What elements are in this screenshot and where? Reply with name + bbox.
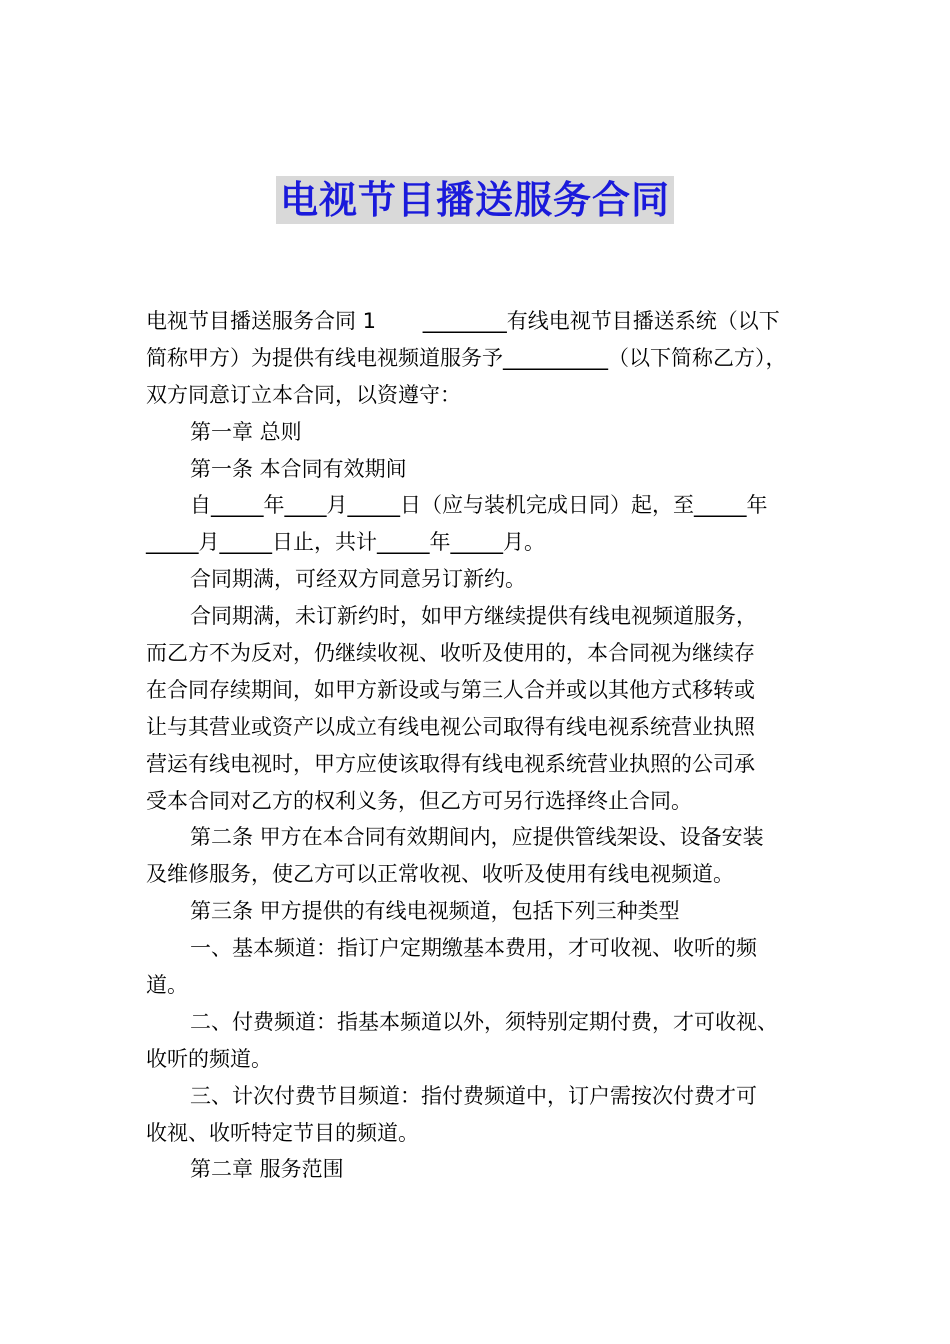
- text-line: 收听的频道。: [146, 1046, 272, 1071]
- text-line: 第一条 本合同有效期间: [190, 456, 407, 481]
- text-line: 第二章 服务范围: [190, 1157, 344, 1182]
- text-line: 合同期满，未订新约时，如甲方继续提供有线电视频道服务，: [190, 604, 757, 629]
- text-line: 及维修服务，使乙方可以正常收视、收听及使用有线电视频道。: [146, 862, 734, 887]
- document-title: 电视节目播送服务合同: [276, 176, 674, 224]
- text-line: 双方同意订立本合同，以资遵守：: [146, 382, 461, 407]
- text-line: 电视节目播送服务合同 1 ________有线电视节目播送系统（以下: [146, 309, 780, 333]
- text-line: 道。: [146, 973, 188, 998]
- title-container: [0, 176, 950, 224]
- text-line: 第二条 甲方在本合同有效期间内，应提供管线架设、设备安装: [190, 825, 764, 850]
- text-line: 营运有线电视时，甲方应使该取得有线电视系统营业执照的公司承: [146, 751, 755, 776]
- text-line: 二、付费频道：指基本频道以外，须特别定期付费，才可收视、: [190, 1009, 778, 1034]
- document-body: [146, 303, 808, 1188]
- text-line: 而乙方不为反对，仍继续收视、收听及使用的，本合同视为继续存: [146, 641, 755, 666]
- text-line: 受本合同对乙方的权利义务，但乙方可另行选择终止合同。: [146, 788, 692, 813]
- text-line: 三、计次付费节目频道：指付费频道中，订户需按次付费才可: [190, 1083, 757, 1108]
- text-line: 收视、收听特定节目的频道。: [146, 1120, 419, 1145]
- text-line: 让与其营业或资产以成立有线电视公司取得有线电视系统营业执照: [146, 714, 755, 739]
- text-line: 一、基本频道：指订户定期缴基本费用，才可收视、收听的频: [190, 936, 757, 961]
- text-line: 在合同存续期间，如甲方新设或与第三人合并或以其他方式移转或: [146, 677, 755, 702]
- text-line: _____月_____日止，共计_____年_____月。: [146, 530, 545, 555]
- text-line: 第三条 甲方提供的有线电视频道，包括下列三种类型: [190, 899, 680, 924]
- text-line: 第一章 总则: [190, 419, 302, 444]
- text-line: 简称甲方）为提供有线电视频道服务予__________（以下简称乙方），: [146, 345, 787, 370]
- text-line: 自_____年____月_____日（应与装机完成日同）起，至_____年: [190, 493, 768, 518]
- text-line: 合同期满，可经双方同意另订新约。: [190, 567, 526, 592]
